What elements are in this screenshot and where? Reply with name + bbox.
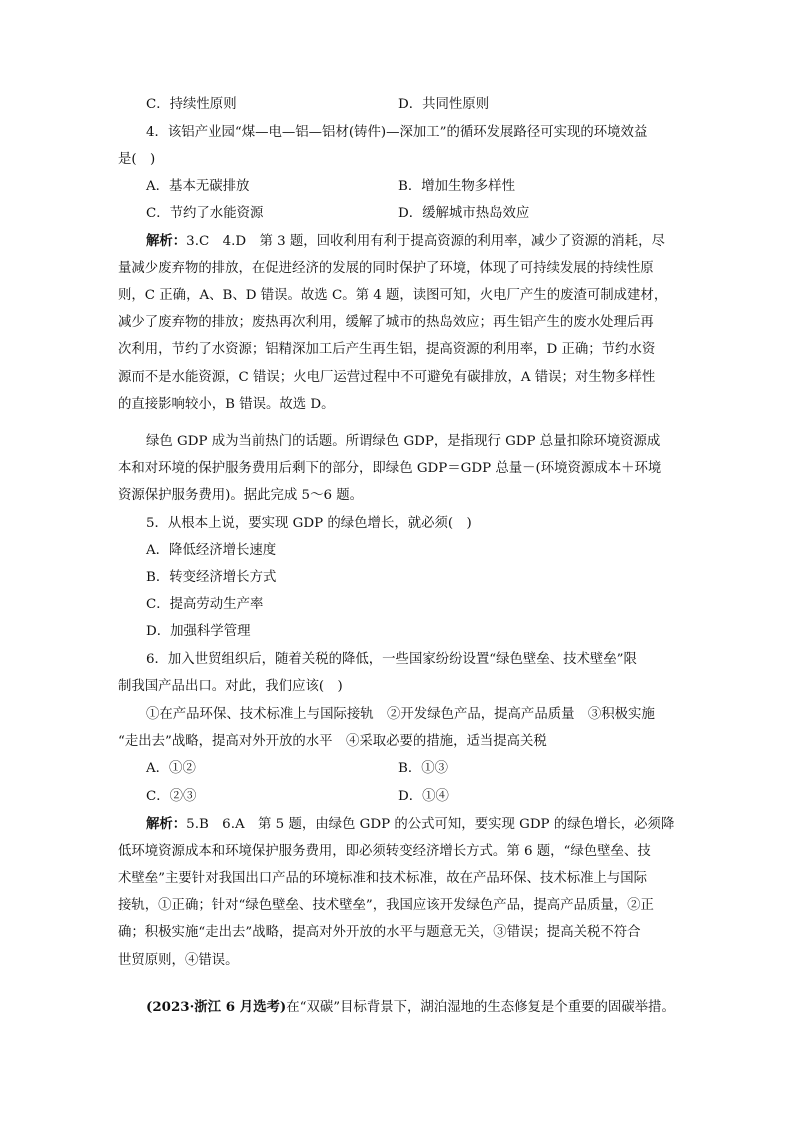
analysis1-line3: 则，C 正确，A、B、D 错误。故选 C。第 4 题，读图可知，火电厂产生的废渣可制成建材， <box>118 288 668 303</box>
q6-option-c: C．②③ <box>146 789 197 804</box>
q6-option-d: D．①④ <box>398 789 449 804</box>
analysis2-line6: 世贸原则，④错误。 <box>118 953 239 968</box>
q6-items-line2: “走出去”战略，提高对外开放的水平 ④采取必要的措施，适当提高关税 <box>118 734 547 749</box>
q5-option-d: D．加强科学管理 <box>146 624 251 639</box>
analysis1-line1: 解析：3.C 4.D 第 3 题，回收利用有利于提高资源的利用率，减少了资源的消耗，尽 <box>146 233 665 249</box>
q4-stem-line1: 4．该铝产业园“煤—电—铝—铝材(铸件)—深加工”的循环发展路径可实现的环境效益 <box>146 125 648 140</box>
q4-option-d: D．缓解城市热岛效应 <box>398 206 530 221</box>
analysis1-line6: 源而不是水能资源，C 错误；火电厂运营过程中不可避免有碳排放，A 错误；对生物多样性 <box>118 370 656 385</box>
q4-option-a: A．基本无碳排放 <box>146 179 250 194</box>
q3-option-c: C．持续性原则 <box>146 97 237 112</box>
source-tag: (2023·浙江 6 月选考) <box>146 999 287 1015</box>
analysis1-line5: 次利用，节约了水资源；铝精深加工后产生再生铝，提高资源的利用率，D 正确；节约水资 <box>118 342 656 357</box>
analysis2-line2: 低环境资源成本和环境保护服务费用，即必须转变经济增长方式。第 6 题，“绿色壁垒、技 <box>118 844 651 859</box>
q6-option-b: B．①③ <box>398 761 449 776</box>
q6-option-a: A．①② <box>146 761 196 776</box>
q6-items-line1: ①在产品环保、技术标准上与国际接轨 ②开发绿色产品，提高产品质量 ③积极实施 <box>146 707 655 722</box>
material-line3: 资源保护服务费用)。据此完成 5～6 题。 <box>118 488 364 503</box>
q4-option-b: B．增加生物多样性 <box>398 179 515 194</box>
q3-option-d: D．共同性原则 <box>398 97 490 112</box>
material-line1: 绿色 GDP 成为当前热门的话题。所谓绿色 GDP，是指现行 GDP 总量扣除环境资源成 <box>146 434 661 449</box>
analysis1-line7: 的直接影响较小，B 错误。故选 D。 <box>118 397 335 412</box>
analysis1-label: 解析： <box>146 233 187 249</box>
q5-option-c: C．提高劳动生产率 <box>146 597 264 612</box>
q5-option-a: A．降低经济增长速度 <box>146 543 277 558</box>
q5-stem: 5．从根本上说，要实现 GDP 的绿色增长，就必须( ) <box>146 516 472 531</box>
q4-stem-line2: 是( ) <box>118 152 156 167</box>
q6-stem-line1: 6．加入世贸组织后，随着关税的降低，一些国家纷纷设置“绿色壁垒、技术壁垒”限 <box>146 652 637 667</box>
next-question-intro: (2023·浙江 6 月选考)在“双碳”目标背景下，湖泊湿地的生态修复是个重要的固碳举措。 <box>146 999 675 1015</box>
analysis2-line3: 术壁垒”主要针对我国出口产品的环境标准和技术标准，故在产品环保、技术标准上与国际 <box>118 871 648 886</box>
analysis2-label: 解析： <box>146 816 187 832</box>
q4-option-c: C．节约了水能资源 <box>146 206 264 221</box>
material-line2: 本和对环境的保护服务费用后剩下的部分，即绿色 GDP＝GDP 总量－(环境资源成本＋环境 <box>118 461 662 476</box>
analysis2-line5: 确；积极实施“走出去”战略，提高对外开放的水平与题意无关，③错误；提高关税不符合 <box>118 925 641 940</box>
analysis1-line2: 量减少废弃物的排放，在促进经济的发展的同时保护了环境，体现了可持续发展的持续性原 <box>118 261 654 276</box>
analysis2-line4: 接轨，①正确；针对“绿色壁垒、技术壁垒”，我国应该开发绿色产品，提高产品质量，②正 <box>118 898 654 913</box>
analysis2-line1: 解析：5.B 6.A 第 5 题，由绿色 GDP 的公式可知，要实现 GDP 的绿色增长，必须降 <box>146 816 675 832</box>
analysis1-line4: 减少了废弃物的排放；废热再次利用，缓解了城市的热岛效应；再生铝产生的废水处理后再 <box>118 315 654 330</box>
q5-option-b: B．转变经济增长方式 <box>146 570 277 585</box>
q6-stem-line2: 制我国产品出口。对此，我们应该( ) <box>118 679 343 694</box>
